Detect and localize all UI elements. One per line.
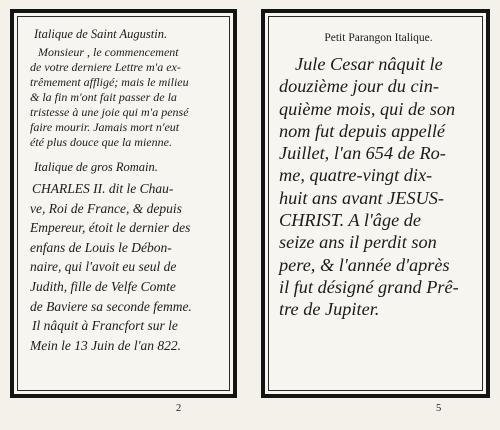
text-line: faire mourir. Jamais mort n'eut bbox=[30, 120, 180, 134]
text-line: Jule Cesar nâquit le bbox=[295, 54, 443, 74]
heading-italique-saint-augustin: Italique de Saint Augustin. bbox=[34, 27, 168, 41]
text-line: Empereur, étoit le dernier des bbox=[30, 220, 191, 236]
text-line: de Baviere sa seconde femme. bbox=[30, 298, 192, 314]
text-line: nom fut depuis appellé bbox=[279, 120, 446, 141]
page-number-left: 2 bbox=[176, 403, 182, 414]
text-line: trêmement affligé; mais le milieu bbox=[30, 75, 189, 89]
text-line: & la fin m'ont fait passer de la bbox=[30, 90, 177, 104]
text-line: Judith, fille de Velfe Comte bbox=[30, 278, 176, 294]
text-line: tristesse à une joie qui m'a pensé bbox=[30, 105, 189, 119]
text-line: ve, Roi de France, & depuis bbox=[30, 200, 182, 216]
text-line: été plus douce que la mienne. bbox=[30, 135, 172, 149]
text-line: douzième jour du cin- bbox=[279, 76, 439, 97]
text-line: Monsieur , le commencement bbox=[38, 45, 179, 59]
text-line: pere, & l'année d'après bbox=[279, 254, 450, 275]
text-line: Mein le 13 Juin de l'an 822. bbox=[30, 337, 181, 353]
text-line: naire, qui l'avoit eu seul de bbox=[30, 259, 177, 275]
text-line: CHRIST. A l'âge de bbox=[279, 210, 422, 231]
text-line: Il nâquit à Francfort sur le bbox=[32, 318, 178, 334]
text-line: enfans de Louis le Débon- bbox=[30, 239, 172, 255]
text-line: Juillet, l'an 654 de Ro- bbox=[279, 143, 446, 164]
text-line: me, quatre-vingt dix- bbox=[279, 165, 433, 186]
text-line: huit ans avant JESUS- bbox=[279, 187, 445, 208]
left-page bbox=[10, 9, 237, 398]
text-line: seize ans il perdit son bbox=[279, 232, 437, 253]
right-page bbox=[261, 9, 490, 398]
paragraph-jule-cesar bbox=[279, 53, 478, 321]
text-line: de votre derniere Lettre m'a ex- bbox=[30, 60, 181, 74]
text-line: quième mois, qui de son bbox=[279, 98, 456, 119]
text-line: il fut désigné grand Prê- bbox=[279, 276, 459, 297]
paragraph-charles bbox=[30, 179, 223, 355]
heading-petit-parangon: Petit Parangon Italique. bbox=[324, 32, 433, 44]
text-line: CHARLES II. dit le Chau- bbox=[32, 181, 174, 196]
text-line: tre de Jupiter. bbox=[279, 299, 380, 320]
page-number-right: 5 bbox=[436, 403, 442, 414]
heading-italique-gros-romain: Italique de gros Romain. bbox=[34, 160, 158, 174]
paragraph-monsieur bbox=[30, 45, 223, 150]
